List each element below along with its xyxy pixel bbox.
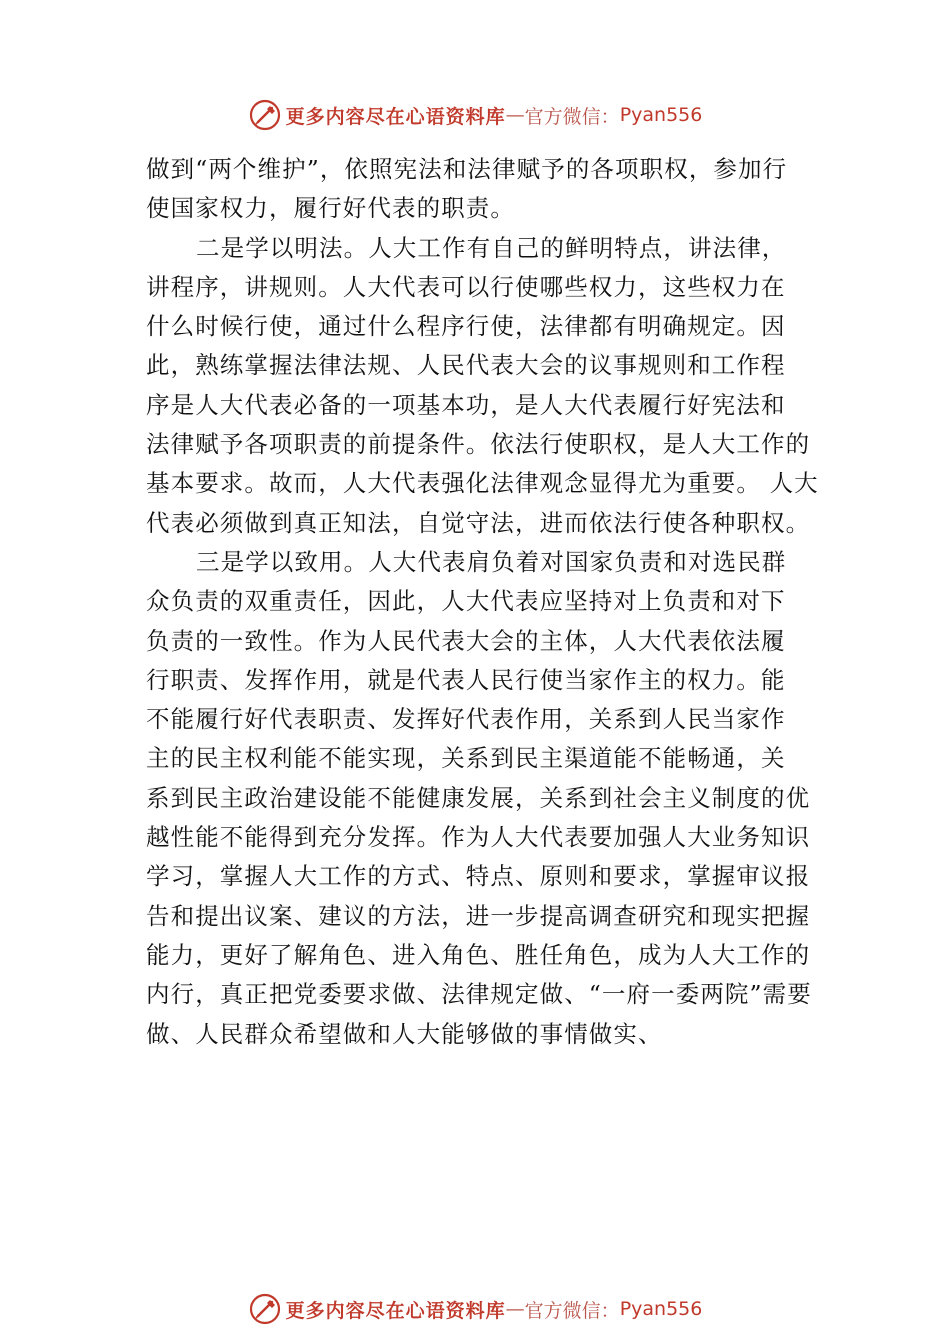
text-line: 学习，掌握人大工作的方式、特点、原则和要求，掌握审议报 bbox=[146, 862, 811, 891]
document-body bbox=[146, 150, 822, 1054]
text-line: 能力，更好了解角色、进入角色、胜任角色，成为人大工作的 bbox=[146, 940, 811, 969]
text-line: 三是学以致用。人大代表肩负着对国家负责和对选民群 bbox=[196, 547, 787, 576]
watermark-wechat-id: Pyan556 bbox=[619, 104, 703, 126]
brand-logo-icon bbox=[248, 1292, 282, 1326]
text-line: 系到民主政治建设能不能健康发展，关系到社会主义制度的优 bbox=[146, 783, 811, 812]
text-line: 做、人民群众希望做和人大能够做的事情做实、 bbox=[146, 1019, 663, 1048]
watermark-wechat-label: 官方微信： bbox=[524, 105, 620, 128]
text-line: 法律赋予各项职责的前提条件。依法行使职权，是人大工作的 bbox=[146, 430, 811, 459]
watermark-wechat-label: 官方微信： bbox=[524, 1299, 620, 1322]
watermark-main-text: 更多内容尽在心语资料库 bbox=[285, 1299, 506, 1322]
text-line: 越性能不能得到充分发挥。作为人大代表要加强人大业务知识 bbox=[146, 823, 811, 852]
text-line: 众负责的双重责任，因此，人大代表应坚持对上负责和对下 bbox=[146, 587, 786, 616]
text-line: 不能履行好代表职责、发挥好代表作用，关系到人民当家作 bbox=[146, 705, 786, 734]
text-line: 讲程序，讲规则。人大代表可以行使哪些权力，这些权力在 bbox=[146, 272, 786, 301]
watermark-separator: — bbox=[505, 1298, 525, 1320]
text-line: 主的民主权利能不能实现，关系到民主渠道能不能畅通，关 bbox=[146, 744, 786, 773]
text-line: 内行，真正把党委要求做、法律规定做、“一府一委两院”需要 bbox=[146, 980, 812, 1009]
text-line: 使国家权力，履行好代表的职责。 bbox=[146, 194, 515, 223]
watermark-main-text: 更多内容尽在心语资料库 bbox=[285, 105, 506, 128]
text-line: 告和提出议案、建议的方法，进一步提高调查研究和现实把握 bbox=[146, 901, 811, 930]
text-line: 此，熟练掌握法律法规、人民代表大会的议事规则和工作程 bbox=[146, 351, 786, 380]
text-line: 负责的一致性。作为人民代表大会的主体，人大代表依法履 bbox=[146, 626, 786, 655]
header-watermark bbox=[0, 97, 950, 133]
footer-watermark bbox=[0, 1291, 950, 1327]
text-line: 基本要求。故而，人大代表强化法律观念显得尤为重要。 人大 bbox=[146, 469, 819, 498]
brand-logo-icon bbox=[248, 98, 282, 132]
watermark-separator: — bbox=[505, 104, 525, 126]
watermark-wechat-id: Pyan556 bbox=[619, 1298, 703, 1320]
text-line: 代表必须做到真正知法，自觉守法，进而依法行使各种职权。 bbox=[146, 508, 811, 537]
text-line: 行职责、发挥作用，就是代表人民行使当家作主的权力。能 bbox=[146, 665, 786, 694]
text-line: 序是人大代表必备的一项基本功，是人大代表履行好宪法和 bbox=[146, 390, 786, 419]
text-line: 什么时候行使，通过什么程序行使，法律都有明确规定。因 bbox=[146, 312, 786, 341]
text-line: 二是学以明法。人大工作有自己的鲜明特点，讲法律， bbox=[196, 233, 787, 262]
text-line: 做到“两个维护”，依照宪法和法律赋予的各项职权，参加行 bbox=[146, 155, 788, 183]
